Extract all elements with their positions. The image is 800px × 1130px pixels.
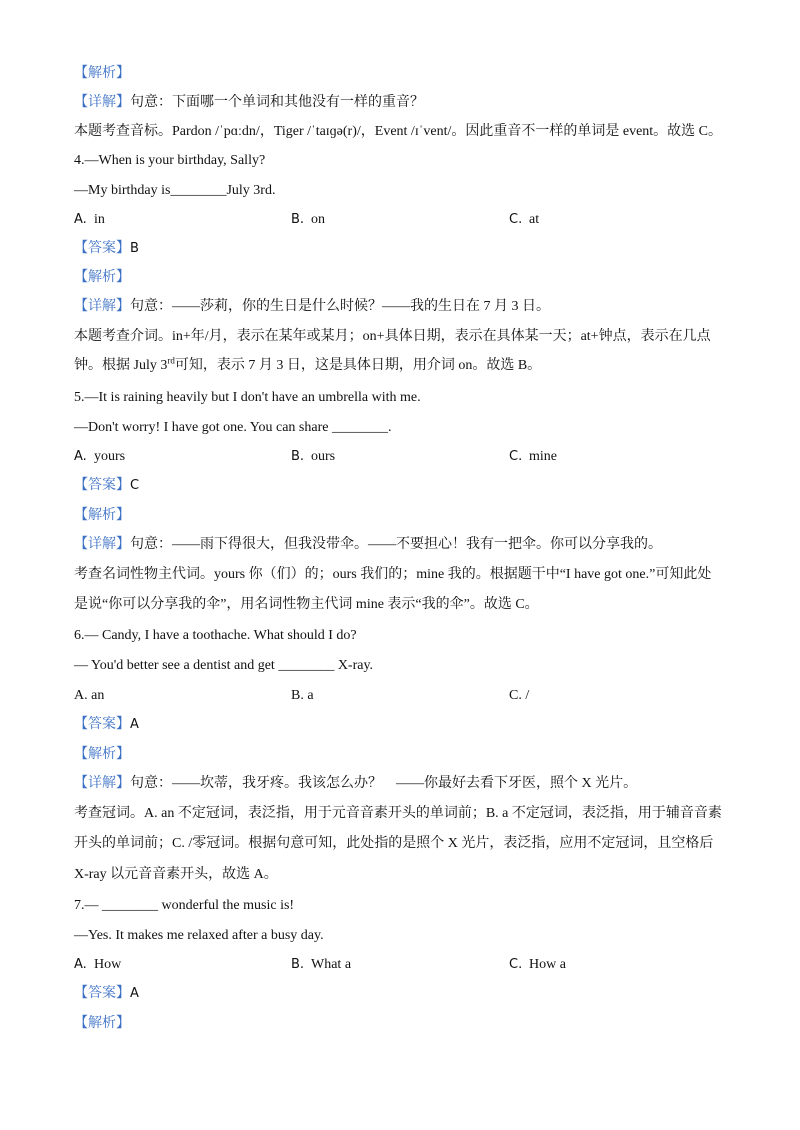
- option-a: [74, 448, 125, 466]
- question-6-stem-2: — You'd better see a dentist and get ________ X-ray.: [74, 658, 374, 673]
- answer-value: B: [130, 241, 139, 256]
- detail-text: 句意：——雨下得很大，但我没带伞。——不要担心！我有一把伞。你可以分享我的。: [130, 537, 662, 552]
- option-a: [74, 956, 121, 974]
- question-7-stem: 7.— ________ wonderful the music is!: [74, 898, 295, 913]
- option-text: How a: [529, 957, 566, 972]
- analysis-tag: 【解析】: [74, 1016, 130, 1031]
- answer-value: A: [130, 986, 139, 1001]
- option-letter: C.: [509, 449, 523, 464]
- explanation-text-2: 开头的单词前；C. /零冠词。根据句意可知，此处指的是照个 X 光片，表泛指，应用不定冠词，且空格后: [74, 836, 714, 851]
- answer-line: [74, 240, 139, 258]
- option-text: How: [94, 957, 122, 972]
- option-c: [509, 956, 566, 974]
- question-4-stem-2: —My birthday is________July 3rd.: [74, 183, 276, 198]
- option-letter: A.: [74, 449, 87, 464]
- answer-value: A: [130, 717, 139, 732]
- option-b: [291, 448, 335, 466]
- detail-tag: 【详解】: [74, 95, 130, 110]
- detail-tag: 【详解】: [74, 776, 130, 791]
- option-c: [509, 448, 557, 466]
- explanation-text: 本题考查介词。in+年/月，表示在某年或某月；on+具体日期，表示在具体某一天；at+钟点，表示在几点: [74, 329, 711, 344]
- detail-text: 句意：——莎莉，你的生日是什么时候？——我的生日在 7 月 3 日。: [130, 299, 550, 314]
- explanation-text-2: [74, 357, 541, 375]
- option-text: /: [525, 688, 530, 703]
- option-a: [74, 211, 105, 229]
- option-letter: B.: [291, 212, 305, 227]
- option-text: a: [307, 688, 314, 703]
- option-c: [509, 687, 529, 705]
- analysis-tag: 【解析】: [74, 270, 130, 285]
- answer-tag: 【答案】: [74, 717, 130, 732]
- detail-line: [74, 775, 637, 793]
- answer-tag: 【答案】: [74, 478, 130, 493]
- option-letter: C.: [509, 688, 522, 703]
- detail-line: [74, 536, 662, 554]
- option-letter: A.: [74, 212, 87, 227]
- detail-tag: 【详解】: [74, 537, 130, 552]
- question-4-stem: 4.—When is your birthday, Sally?: [74, 153, 266, 168]
- analysis-tag: 【解析】: [74, 66, 130, 81]
- question-6-stem: 6.— Candy, I have a toothache. What should I do?: [74, 628, 357, 643]
- question-7-stem-2: —Yes. It makes me relaxed after a busy day.: [74, 928, 324, 943]
- option-letter: C.: [509, 957, 523, 972]
- option-text: yours: [94, 449, 126, 464]
- answer-line: [74, 716, 139, 734]
- detail-text: 句意：——坎蒂，我牙疼。我该怎么办？ ——你最好去看下牙医，照个 X 光片。: [130, 776, 638, 791]
- detail-line: [74, 298, 550, 316]
- superscript: rd: [167, 355, 175, 366]
- answer-tag: 【答案】: [74, 241, 130, 256]
- explanation-text: 本题考查音标。Pardon /ˈpɑːdn/，Tiger /ˈtaɪɡə(r)/，Event /ɪˈvent/。因此重音不一样的单词是 event。故选 C。: [74, 124, 723, 139]
- answer-line: [74, 985, 139, 1003]
- analysis-tag: 【解析】: [74, 747, 130, 762]
- option-c: [509, 211, 539, 229]
- explanation-text-2: 是说“你可以分享我的伞”，用名词性物主代词 mine 表示“我的伞”。故选 C。: [74, 597, 539, 612]
- option-text: What a: [311, 957, 352, 972]
- explanation-segment: 钟。根据 July 3: [74, 358, 168, 373]
- question-5-stem: 5.—It is raining heavily but I don't have an umbrella with me.: [74, 390, 421, 405]
- explanation-segment: 可知，表示 7 月 3 日，这是具体日期，用介词 on。故选 B。: [174, 358, 542, 373]
- analysis-tag: 【解析】: [74, 508, 130, 523]
- option-letter: A.: [74, 957, 87, 972]
- option-letter: B.: [291, 957, 305, 972]
- option-letter: C.: [509, 212, 523, 227]
- detail-line: [74, 94, 424, 112]
- option-text: an: [91, 688, 105, 703]
- option-text: on: [311, 212, 325, 227]
- explanation-text: 考查名词性物主代词。yours 你（们）的；ours 我们的；mine 我的。根据题干中“I have got one.”可知此处: [74, 567, 712, 582]
- option-text: ours: [311, 449, 336, 464]
- explanation-text-3: X-ray 以元音音素开头，故选 A。: [74, 867, 278, 882]
- option-b: [291, 687, 314, 705]
- option-text: mine: [529, 449, 557, 464]
- option-letter: A.: [74, 688, 88, 703]
- detail-tag: 【详解】: [74, 299, 130, 314]
- answer-tag: 【答案】: [74, 986, 130, 1001]
- answer-value: C: [130, 478, 140, 493]
- answer-line: [74, 477, 139, 495]
- option-b: [291, 211, 325, 229]
- option-b: [291, 956, 351, 974]
- detail-text: 句意：下面哪一个单词和其他没有一样的重音？: [130, 95, 424, 110]
- question-5-stem-2: —Don't worry! I have got one. You can share ________.: [74, 420, 392, 435]
- explanation-text: 考查冠词。A. an 不定冠词，表泛指，用于元音音素开头的单词前；B. a 不定冠词，表泛指，用于辅音音素: [74, 806, 722, 821]
- option-a: [74, 687, 104, 705]
- option-letter: B.: [291, 449, 305, 464]
- option-text: at: [529, 212, 540, 227]
- option-text: in: [94, 212, 105, 227]
- option-letter: B.: [291, 688, 304, 703]
